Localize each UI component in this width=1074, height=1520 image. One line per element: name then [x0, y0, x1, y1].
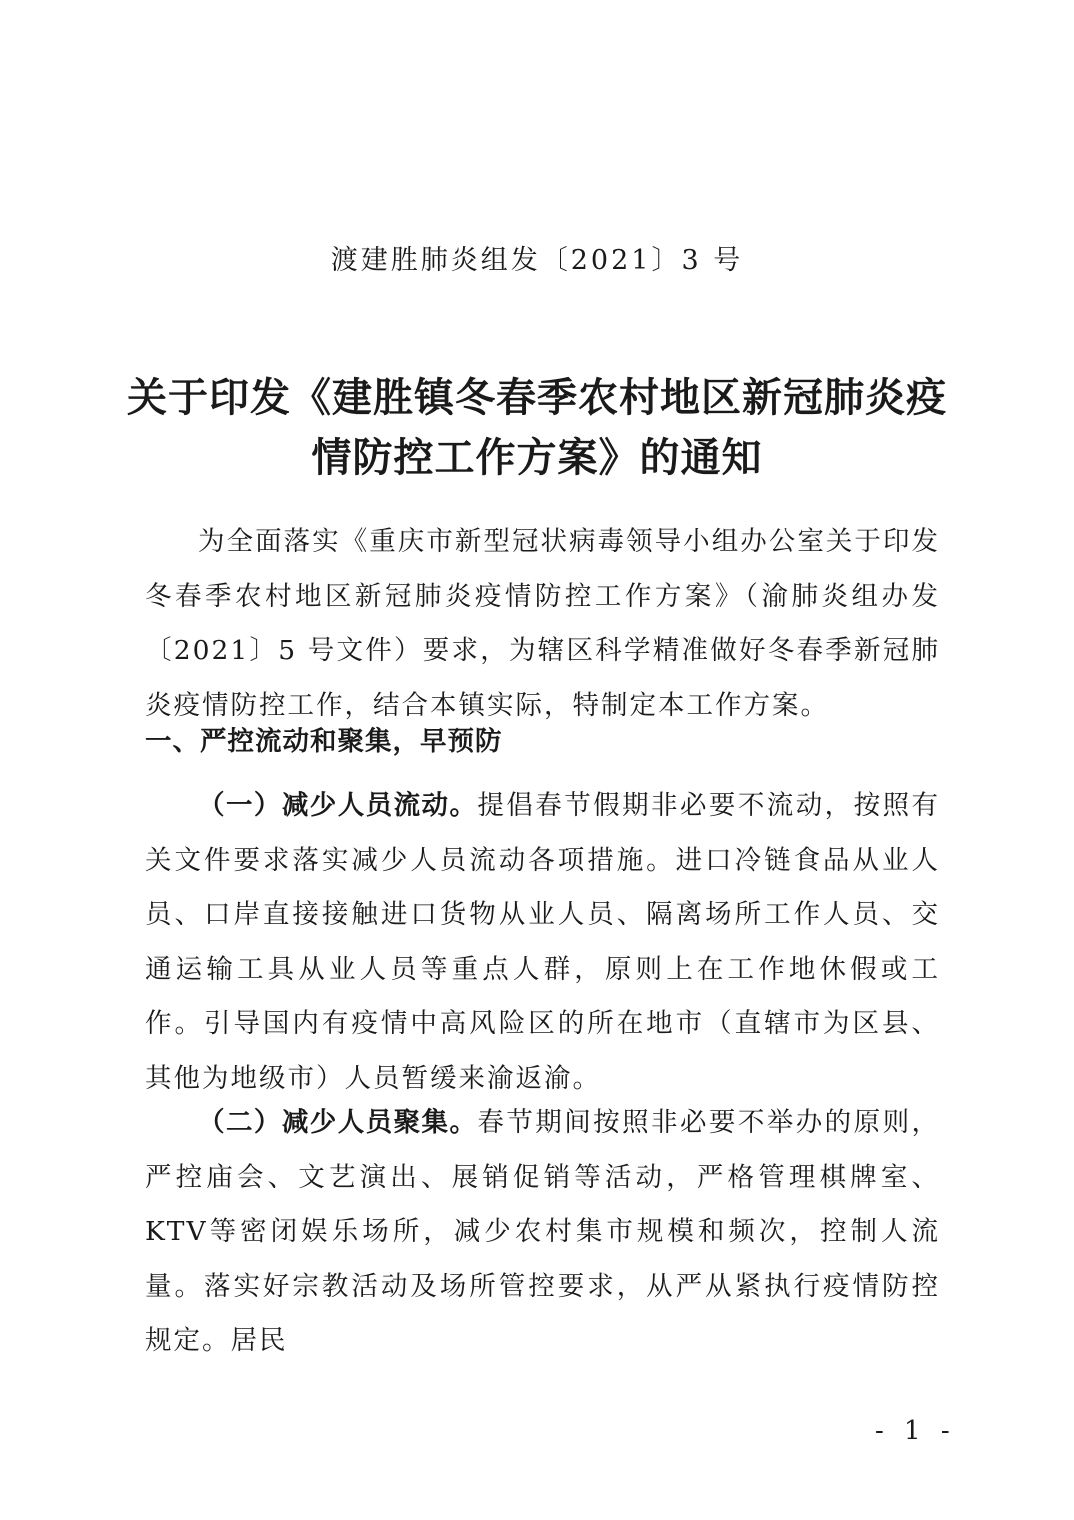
item-2-text: 春节期间按照非必要不举办的原则，严控庙会、文艺演出、展销促销等活动，严格管理棋牌室、KTV等密闭娱乐场所，减少农村集市规模和频次，控制人流量。落实好宗教活动及场所管控要求，从严从紧执行疫情防控规定。居民 — [145, 1107, 941, 1356]
item-1-lead: （一）减少人员流动。 — [198, 790, 478, 821]
title-line-1: 关于印发《建胜镇冬春季农村地区新冠肺炎疫 — [127, 375, 947, 421]
item-1-text: 提倡春节假期非必要不流动，按照有关文件要求落实减少人员流动各项措施。进口冷链食品从业人员、口岸直接接触进口货物从业人员、隔离场所工作人员、交通运输工具从业人员等重点人群，原则上在工作地休假或工作。引导国内有疫情中高风险区的所在地市（直辖市为区县、其他为地级市）人员暂缓来渝返渝。 — [145, 790, 941, 1094]
document-title — [0, 368, 1074, 488]
item-1-paragraph — [145, 779, 940, 1106]
intro-paragraph: 为全面落实《重庆市新型冠状病毒领导小组办公室关于印发冬春季农村地区新冠肺炎疫情防控工作方案》（渝肺炎组办发〔2021〕5 号文件）要求，为辖区科学精准做好冬春季新冠肺炎疫情防控工作，结合本镇实际，特制定本工作方案。 — [145, 526, 940, 721]
page-number: - 1 - — [875, 1416, 956, 1446]
item-2-lead: （二）减少人员聚集。 — [198, 1107, 478, 1138]
section-heading-1: 一、严控流动和聚集，早预防 — [145, 726, 503, 757]
title-line-2: 情防控工作方案》的通知 — [311, 435, 763, 481]
document-number: 渡建胜肺炎组发〔2021〕3 号 — [330, 245, 744, 276]
item-2-paragraph — [145, 1096, 940, 1369]
